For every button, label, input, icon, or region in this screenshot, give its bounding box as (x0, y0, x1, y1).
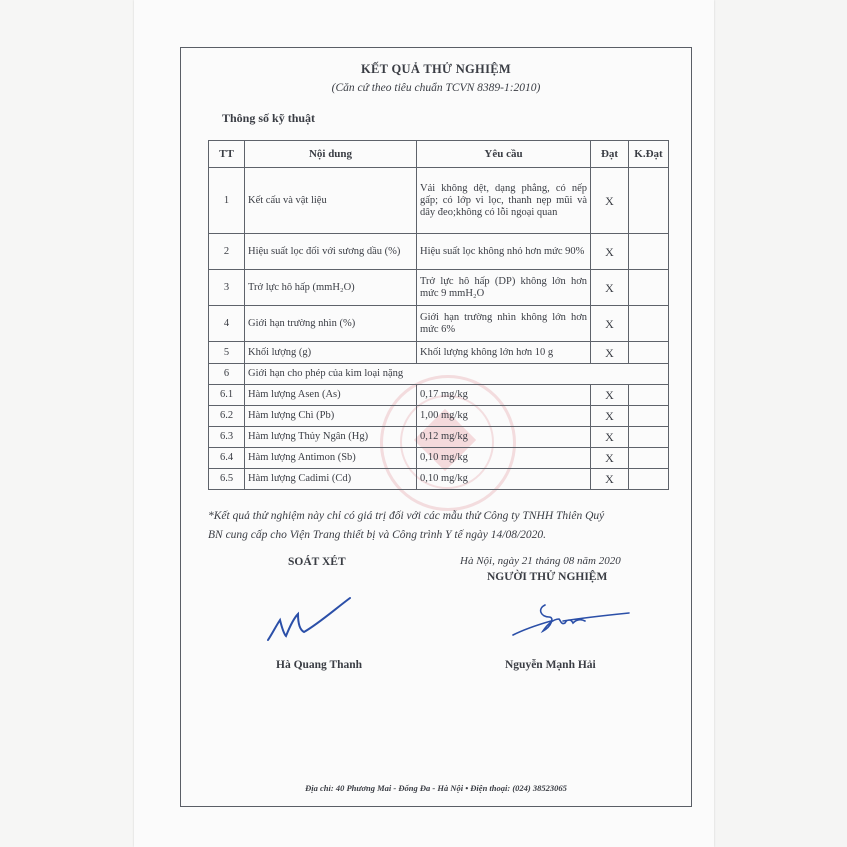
row-number: 6.4 (209, 448, 245, 469)
row-pass-mark: X (591, 234, 629, 270)
row-number: 6.5 (209, 469, 245, 490)
header-fail: K.Đạt (629, 141, 669, 168)
table-row (209, 469, 669, 490)
row-content: Hàm lượng Thủy Ngân (Hg) (245, 427, 417, 448)
row-content: Hàm lượng Asen (As) (245, 385, 417, 406)
row-requirement: Giới hạn trường nhìn không lớn hơn mức 6% (417, 306, 591, 342)
row-number: 6.1 (209, 385, 245, 406)
document-subtitle: (Căn cứ theo tiêu chuẩn TCVN 8389-1:2010) (331, 82, 541, 94)
table-row (209, 168, 669, 234)
result-note-line-1: *Kết quả thử nghiệm này chỉ có giá trị đối với các mẫu thử Công ty TNHH Thiên Quý (208, 510, 605, 522)
row-number: 1 (209, 168, 245, 234)
background-right (714, 0, 847, 847)
row-requirement: 1,00 mg/kg (417, 406, 591, 427)
row-pass-mark: X (591, 168, 629, 234)
row-pass-mark: X (591, 448, 629, 469)
row-fail-mark (629, 234, 669, 270)
row-pass-mark: X (591, 342, 629, 364)
reviewer-signature-icon (262, 590, 362, 650)
header-requirement: Yêu cầu (417, 141, 591, 168)
header-content: Nội dung (245, 141, 417, 168)
row-number: 2 (209, 234, 245, 270)
reviewer-name: Hà Quang Thanh (276, 659, 363, 671)
row-number: 6.2 (209, 406, 245, 427)
document-title: KẾT QUẢ THỬ NGHIỆM (361, 62, 511, 76)
result-note (208, 507, 683, 545)
result-note-line-2: BN cung cấp cho Viện Trang thiết bị và Công trình Y tế ngày 14/08/2020. (208, 529, 547, 541)
row-fail-mark (629, 469, 669, 490)
table-row (209, 385, 669, 406)
header-pass: Đạt (591, 141, 629, 168)
table-header-row (209, 141, 669, 168)
row-pass-mark: X (591, 385, 629, 406)
row-number: 6.3 (209, 427, 245, 448)
signing-date: Hà Nội, ngày 21 tháng 08 năm 2020 (460, 555, 621, 567)
row-fail-mark (629, 306, 669, 342)
table-row (209, 406, 669, 427)
tester-signature-icon (505, 595, 635, 645)
row-number: 4 (209, 306, 245, 342)
row-pass-mark: X (591, 469, 629, 490)
row-content: Hiệu suất lọc đối với sương dầu (%) (245, 234, 417, 270)
group-number: 6 (209, 364, 245, 385)
row-pass-mark: X (591, 306, 629, 342)
row-content: Khối lượng (g) (245, 342, 417, 364)
row-fail-mark (629, 406, 669, 427)
row-pass-mark: X (591, 270, 629, 306)
header-tt: TT (209, 141, 245, 168)
tester-name: Nguyễn Mạnh Hải (505, 659, 596, 671)
row-requirement: Khối lượng không lớn hơn 10 g (417, 342, 591, 364)
row-pass-mark: X (591, 406, 629, 427)
table-row (209, 427, 669, 448)
row-pass-mark: X (591, 427, 629, 448)
row-fail-mark (629, 385, 669, 406)
table-row (209, 306, 669, 342)
reviewer-label: SOÁT XÉT (288, 556, 346, 568)
row-content: Giới hạn trường nhìn (%) (245, 306, 417, 342)
results-table (208, 140, 669, 490)
row-requirement: Trở lực hô hấp (DP) không lớn hơn mức 9 mmH₂O (417, 270, 591, 306)
section-title: Thông số kỹ thuật (222, 111, 316, 125)
row-requirement: Vải không dệt, dạng phẳng, có nếp gấp; có lớp vi lọc, thanh nẹp mũi và dây đeo;không có lỗi ngoại quan (417, 168, 591, 234)
group-content: Giới hạn cho phép của kim loại nặng (245, 364, 669, 385)
tester-label: NGƯỜI THỬ NGHIỆM (487, 571, 608, 583)
row-content: Kết cấu và vật liệu (245, 168, 417, 234)
row-number: 5 (209, 342, 245, 364)
row-content: Hàm lượng Antimon (Sb) (245, 448, 417, 469)
table-row (209, 448, 669, 469)
table-group-row (209, 364, 669, 385)
table-row (209, 234, 669, 270)
footer-address: Địa chỉ: 40 Phương Mai - Đống Đa - Hà Nội • Điện thoại: (024) 38523065 (305, 783, 567, 793)
row-fail-mark (629, 270, 669, 306)
table-row (209, 270, 669, 306)
row-fail-mark (629, 168, 669, 234)
row-fail-mark (629, 448, 669, 469)
background-left (0, 0, 134, 847)
row-number: 3 (209, 270, 245, 306)
row-fail-mark (629, 427, 669, 448)
row-requirement: 0,17 mg/kg (417, 385, 591, 406)
row-requirement: 0,10 mg/kg (417, 469, 591, 490)
row-content: Hàm lượng Chì (Pb) (245, 406, 417, 427)
row-requirement: 0,10 mg/kg (417, 448, 591, 469)
row-requirement: 0,12 mg/kg (417, 427, 591, 448)
row-fail-mark (629, 342, 669, 364)
table-row (209, 342, 669, 364)
row-content: Hàm lượng Cadimi (Cd) (245, 469, 417, 490)
row-requirement: Hiệu suất lọc không nhỏ hơn mức 90% (417, 234, 591, 270)
row-content: Trở lực hô hấp (mmH₂O) (245, 270, 417, 306)
